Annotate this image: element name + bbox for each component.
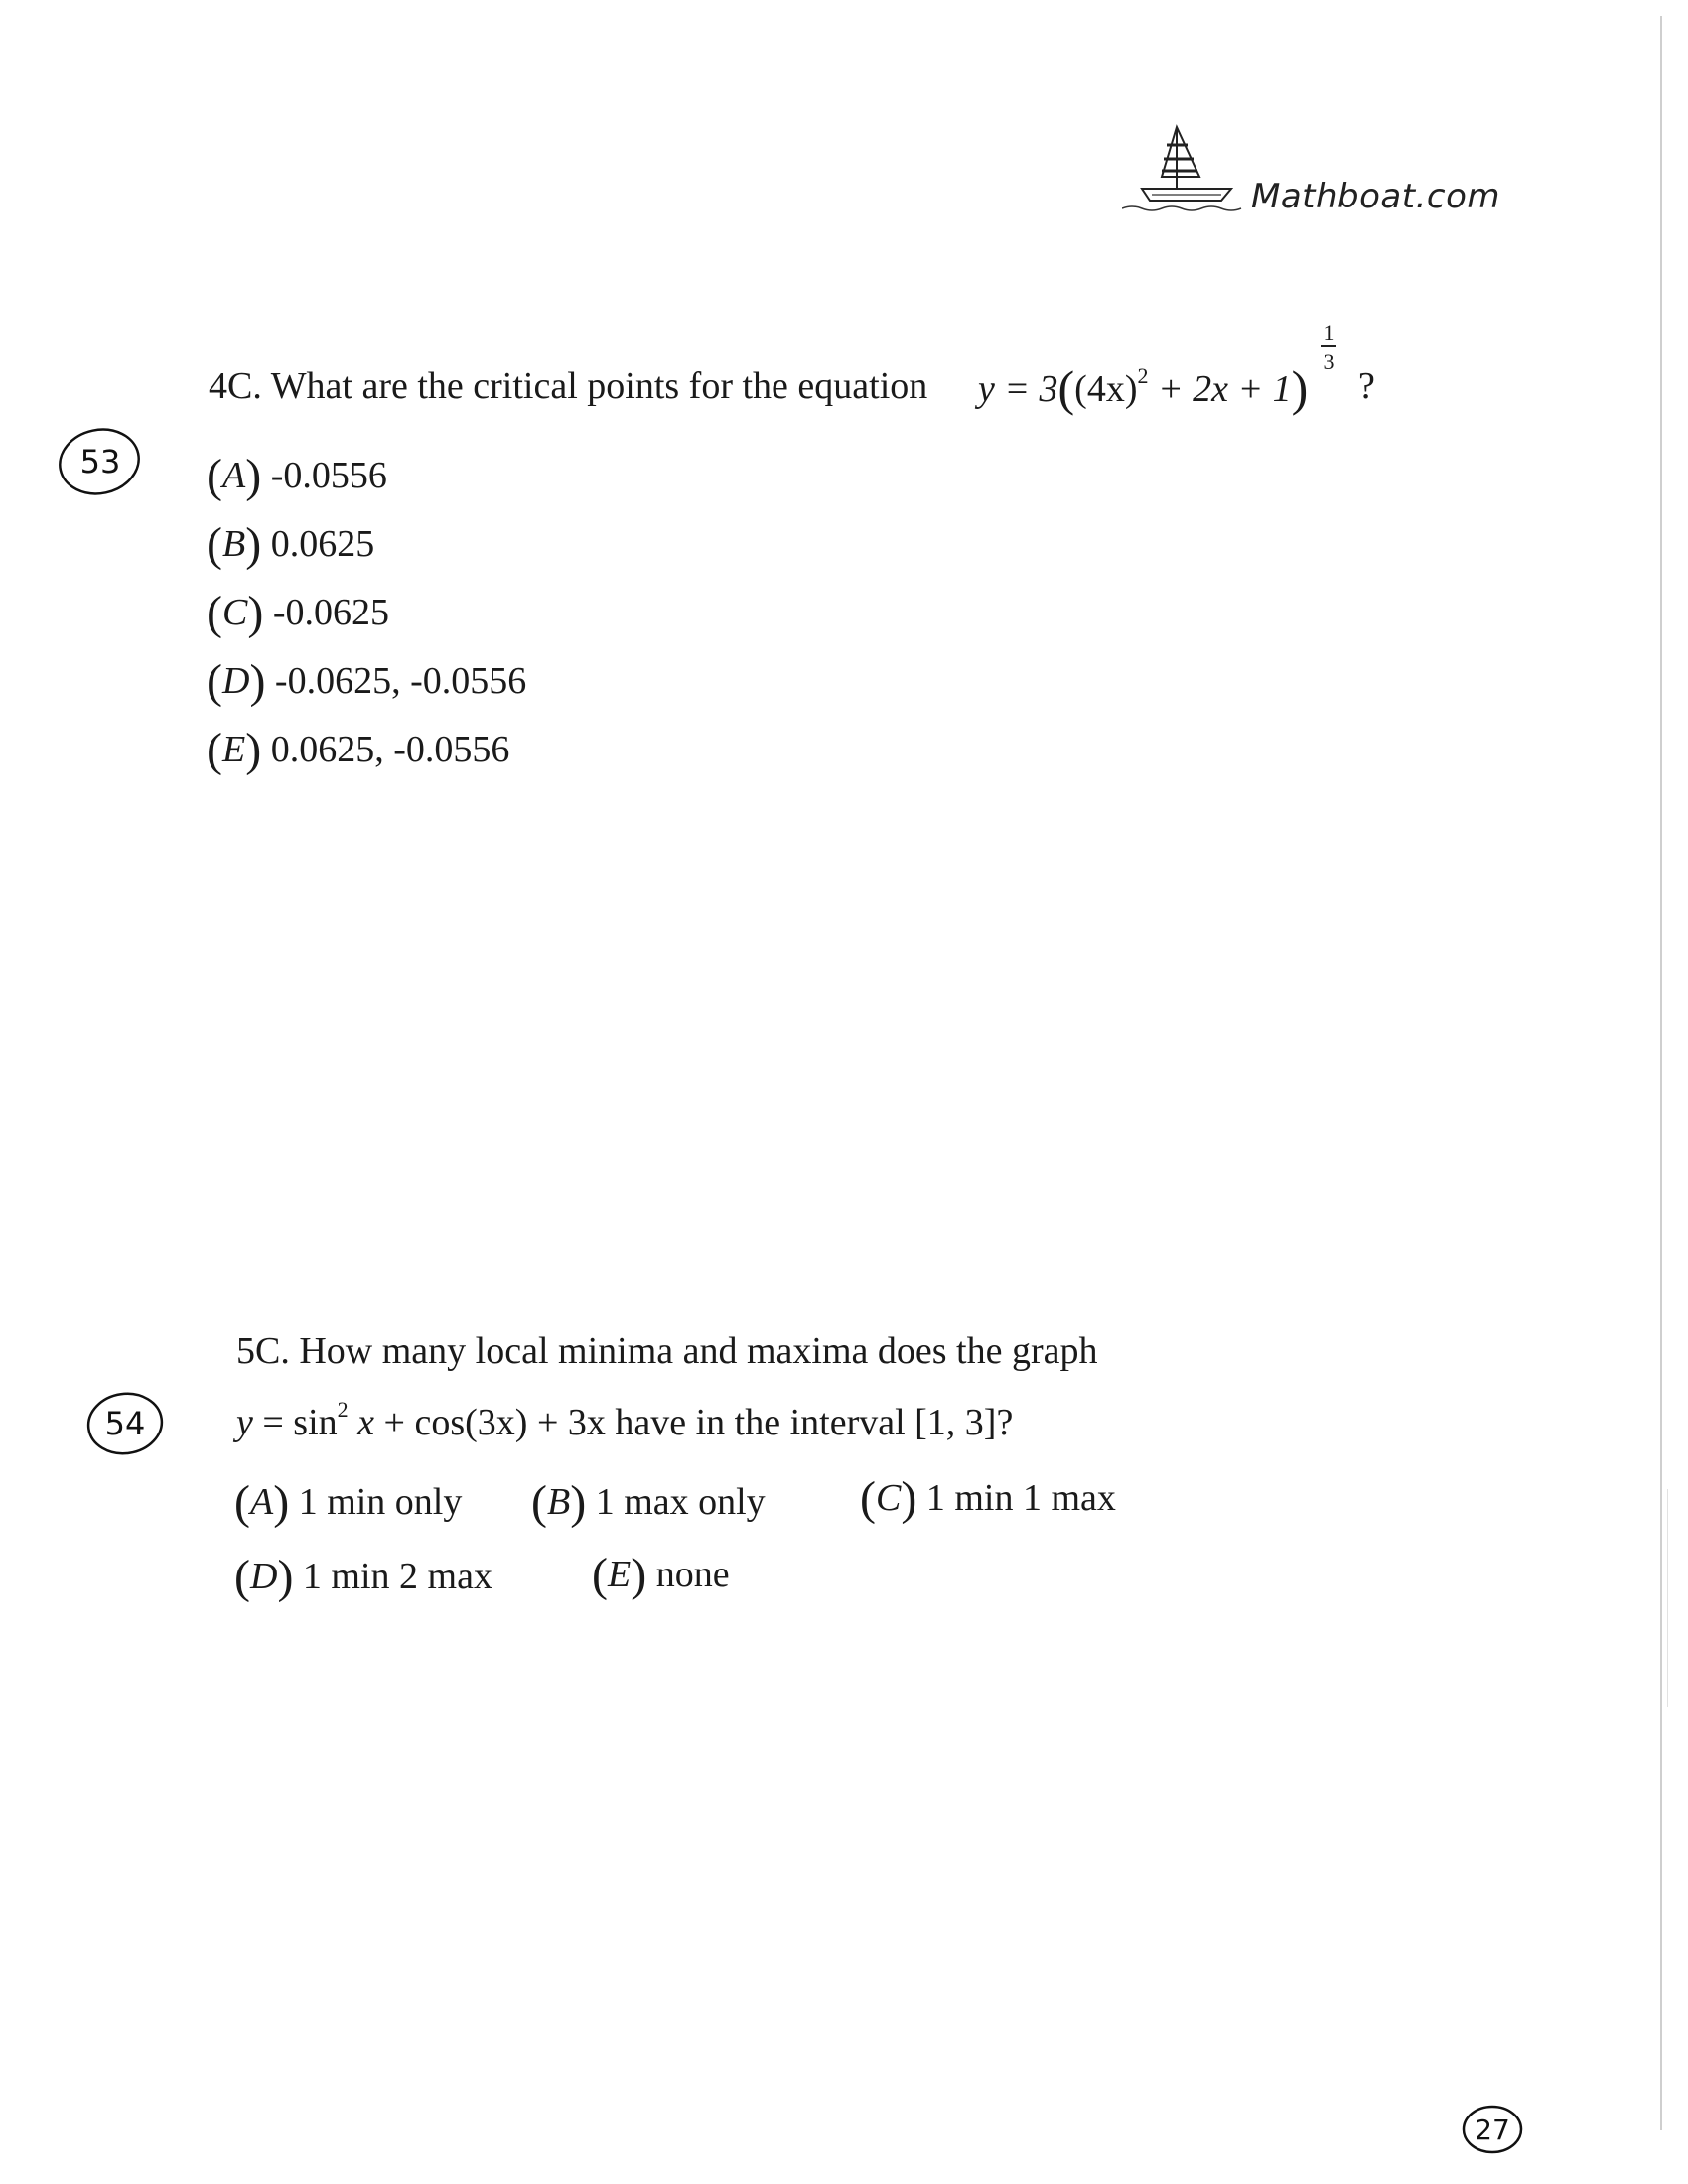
question-5c-equation xyxy=(236,1397,1014,1443)
option-text: 0.0625 xyxy=(270,523,375,565)
option-5c-b: (B) 1 max only xyxy=(531,1476,766,1529)
sailboat-icon xyxy=(1122,117,1261,216)
option-text: 0.0625, -0.0556 xyxy=(270,729,510,770)
eq-x: x xyxy=(357,1402,375,1443)
option-letter: E xyxy=(607,1554,632,1595)
option-letter: C xyxy=(221,592,248,633)
option-4c-b: (B) 0.0625 xyxy=(207,518,375,571)
scan-edge-line-faint xyxy=(1667,1489,1668,1707)
option-4c-a: (A) -0.0556 xyxy=(207,450,387,502)
option-letter: D xyxy=(249,1556,278,1597)
eq-question-mark: ? xyxy=(996,1402,1014,1443)
option-text: 1 min 1 max xyxy=(925,1477,1116,1519)
eq-cos-arg: (3x) xyxy=(465,1402,528,1443)
problem-number-circle-54 xyxy=(83,1388,167,1459)
option-4c-e: (E) 0.0625, -0.0556 xyxy=(207,724,510,776)
mathboat-logo xyxy=(1122,117,1519,226)
eq-close-paren: ) xyxy=(1291,360,1309,416)
question-4c-equation xyxy=(978,359,1309,416)
eq-have-text: have in the interval xyxy=(615,1402,906,1443)
question-prompt: How many local minima and maxima does the graph xyxy=(299,1330,1098,1372)
question-number: 4C. xyxy=(209,365,262,407)
question-4c-stem xyxy=(209,367,927,405)
page-number: 27 xyxy=(1475,2114,1510,2146)
question-number: 5C. xyxy=(236,1330,290,1372)
option-text: 1 min only xyxy=(298,1481,463,1523)
option-5c-a: (A) 1 min only xyxy=(234,1476,463,1529)
option-text: none xyxy=(655,1554,730,1595)
circled-number: 54 xyxy=(104,1405,146,1442)
eq-open-paren: ( xyxy=(1057,360,1075,416)
option-5c-d: (D) 1 min 2 max xyxy=(234,1551,492,1603)
option-letter: B xyxy=(221,523,246,565)
exponent-denominator: 3 xyxy=(1323,349,1335,374)
eq-lhs: y = 3 xyxy=(978,368,1058,410)
eq-rest: + 2x + 1 xyxy=(1157,368,1292,410)
eq-linear-term: + 3x xyxy=(536,1402,606,1443)
option-5c-c: (C) 1 min 1 max xyxy=(860,1472,1116,1525)
option-text: 1 min 2 max xyxy=(302,1556,492,1597)
option-text: 1 max only xyxy=(595,1481,766,1523)
option-letter: C xyxy=(875,1477,902,1519)
problem-number-circle-53 xyxy=(56,425,145,498)
option-5c-e: (E) none xyxy=(592,1549,730,1601)
eq-sin: = sin xyxy=(262,1402,338,1443)
question-prompt: What are the critical points for the equation xyxy=(270,365,928,407)
option-text: -0.0625 xyxy=(272,592,389,633)
exponent-numerator: 1 xyxy=(1323,320,1335,344)
option-text: -0.0556 xyxy=(270,455,387,496)
circled-number: 53 xyxy=(79,443,121,480)
eq-square: 2 xyxy=(1137,363,1149,388)
eq-inner: (4x) xyxy=(1074,368,1138,410)
option-letter: E xyxy=(221,729,246,770)
option-letter: A xyxy=(249,1481,274,1523)
eq-sin-square: 2 xyxy=(337,1397,349,1422)
question-mark: ? xyxy=(1358,365,1375,407)
exponent-fraction-bar xyxy=(1321,345,1336,347)
option-text: -0.0625, -0.0556 xyxy=(274,660,527,702)
option-4c-d: (D) -0.0625, -0.0556 xyxy=(207,655,527,708)
eq-cos: + cos xyxy=(383,1402,466,1443)
eq-interval: [1, 3] xyxy=(914,1402,997,1443)
scan-edge-line xyxy=(1660,16,1662,2130)
page-number-circle xyxy=(1460,2103,1525,2156)
question-5c-stem xyxy=(236,1332,1097,1370)
eq-y: y xyxy=(236,1402,253,1443)
logo-text: Mathboat.com xyxy=(1251,177,1501,216)
option-letter: A xyxy=(221,455,246,496)
option-letter: D xyxy=(221,660,250,702)
option-4c-c: (C) -0.0625 xyxy=(207,587,389,639)
option-letter: B xyxy=(546,1481,571,1523)
